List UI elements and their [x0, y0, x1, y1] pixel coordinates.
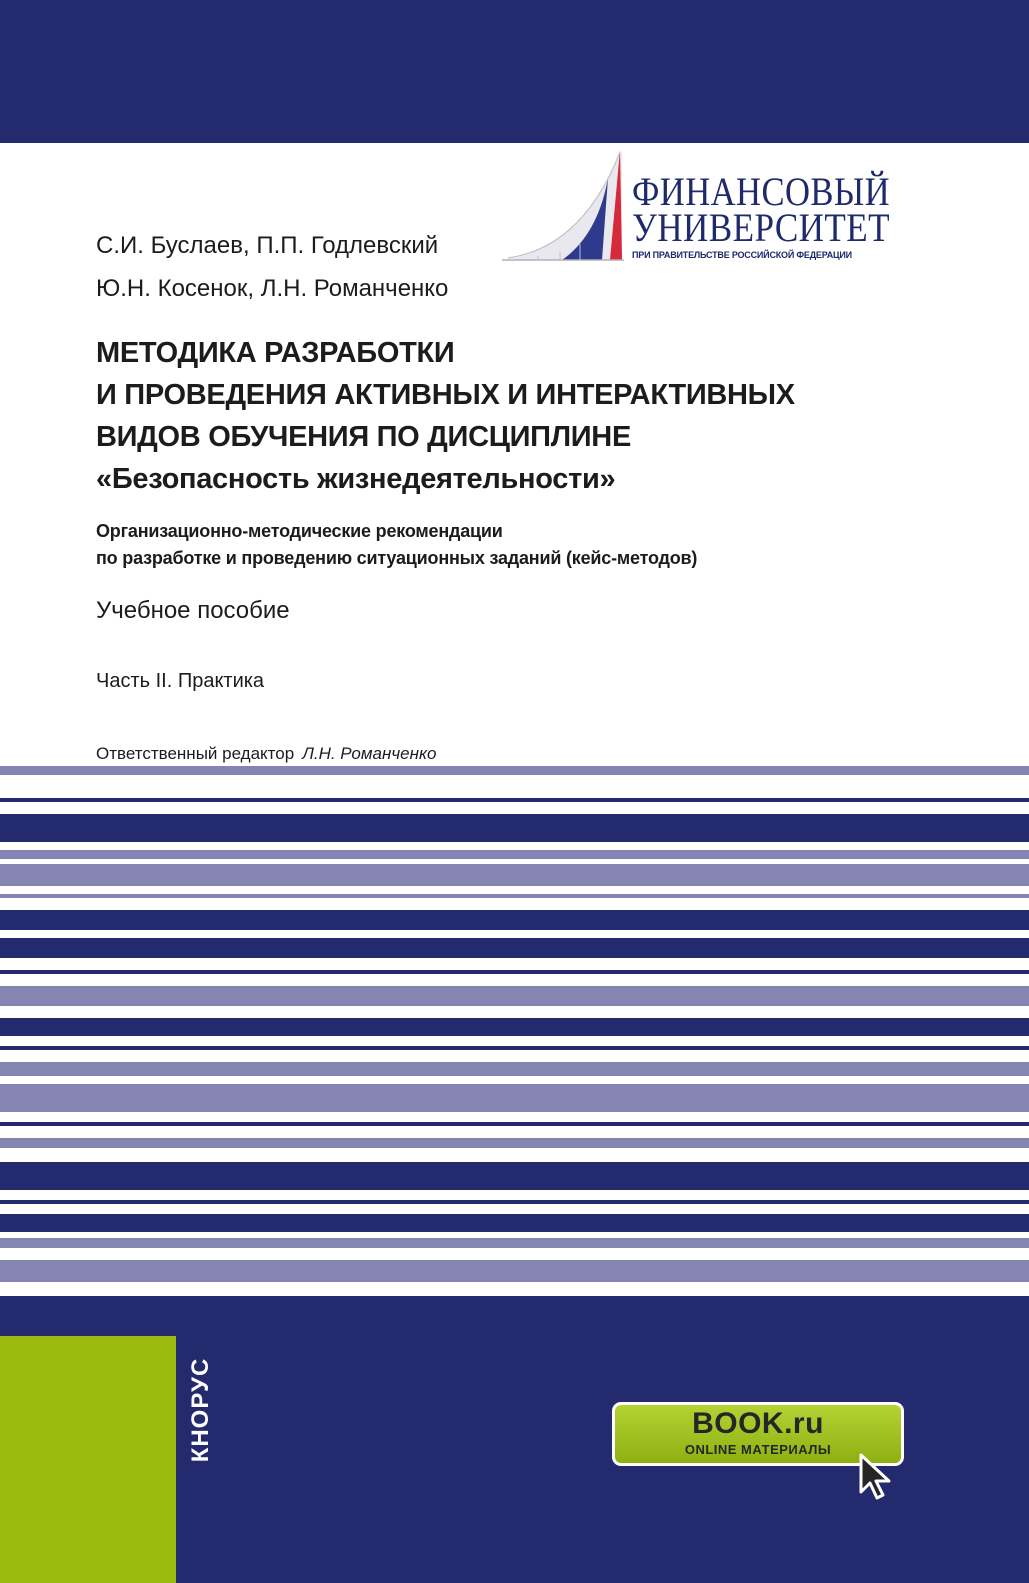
- editor-name: Л.Н. Романченко: [302, 744, 437, 763]
- authors-line-1: С.И. Буслаев, П.П. Годлевский: [96, 232, 439, 259]
- title-line: И ПРОВЕДЕНИЯ АКТИВНЫХ И ИНТЕРАКТИВНЫХ: [96, 379, 795, 411]
- book-subtitle: [96, 518, 697, 572]
- publisher-logo: [184, 1340, 218, 1480]
- authors-line-2: Ю.Н. Косенок, Л.Н. Романченко: [96, 275, 449, 302]
- stripe: [0, 1122, 1029, 1126]
- stripe: [0, 1162, 1029, 1190]
- subtitle-line: по разработке и проведению ситуационных заданий (кейс-методов): [96, 548, 698, 568]
- stripe: [0, 1238, 1029, 1248]
- stripe: [0, 1046, 1029, 1050]
- title-line: «Безопасность жизнедеятельности»: [96, 463, 616, 495]
- title-line: МЕТОДИКА РАЗРАБОТКИ: [96, 337, 455, 369]
- stripe: [0, 970, 1029, 974]
- stripe: [0, 1138, 1029, 1148]
- stripe: [0, 850, 1029, 859]
- green-accent-block: [0, 1336, 176, 1583]
- responsible-editor: [96, 744, 436, 764]
- title-line: ВИДОВ ОБУЧЕНИЯ ПО ДИСЦИПЛИНЕ: [96, 421, 631, 453]
- logo-line-1: ФИНАНСОВЫЙ: [632, 169, 890, 214]
- stripe: [0, 798, 1029, 802]
- logo-line-2: УНИВЕРСИТЕТ: [632, 205, 890, 250]
- top-navy-band: [0, 0, 1029, 143]
- bookru-label: BOOK.ru: [692, 1407, 824, 1440]
- publisher-name: КНОРУС: [187, 1357, 214, 1463]
- university-emblem-icon: [500, 148, 632, 270]
- stripe: [0, 1214, 1029, 1232]
- bookru-sublabel: ONLINE МАТЕРИАЛЫ: [684, 1442, 832, 1457]
- stripe: [0, 938, 1029, 958]
- pointer-cursor-icon: [858, 1452, 896, 1502]
- stripe: [0, 1260, 1029, 1282]
- university-logo: [500, 148, 900, 270]
- stripe: [0, 1084, 1029, 1112]
- stripe: [0, 814, 1029, 842]
- logo-subline: ПРИ ПРАВИТЕЛЬСТВЕ РОССИЙСКОЙ ФЕДЕРАЦИИ: [632, 250, 852, 260]
- editor-role: Ответственный редактор: [96, 744, 295, 763]
- stripe: [0, 1018, 1029, 1036]
- subtitle-line: Организационно-методические рекомендации: [96, 521, 503, 541]
- stripe: [0, 1200, 1029, 1204]
- book-title: [96, 332, 795, 500]
- stripe: [0, 766, 1029, 775]
- book-part: Часть II. Практика: [96, 670, 265, 692]
- stripe: [0, 1062, 1029, 1076]
- stripe: [0, 864, 1029, 886]
- stripe: [0, 894, 1029, 898]
- decorative-stripes: [0, 766, 1029, 1296]
- book-type: Учебное пособие: [96, 597, 290, 624]
- stripe: [0, 986, 1029, 1006]
- stripe: [0, 910, 1029, 930]
